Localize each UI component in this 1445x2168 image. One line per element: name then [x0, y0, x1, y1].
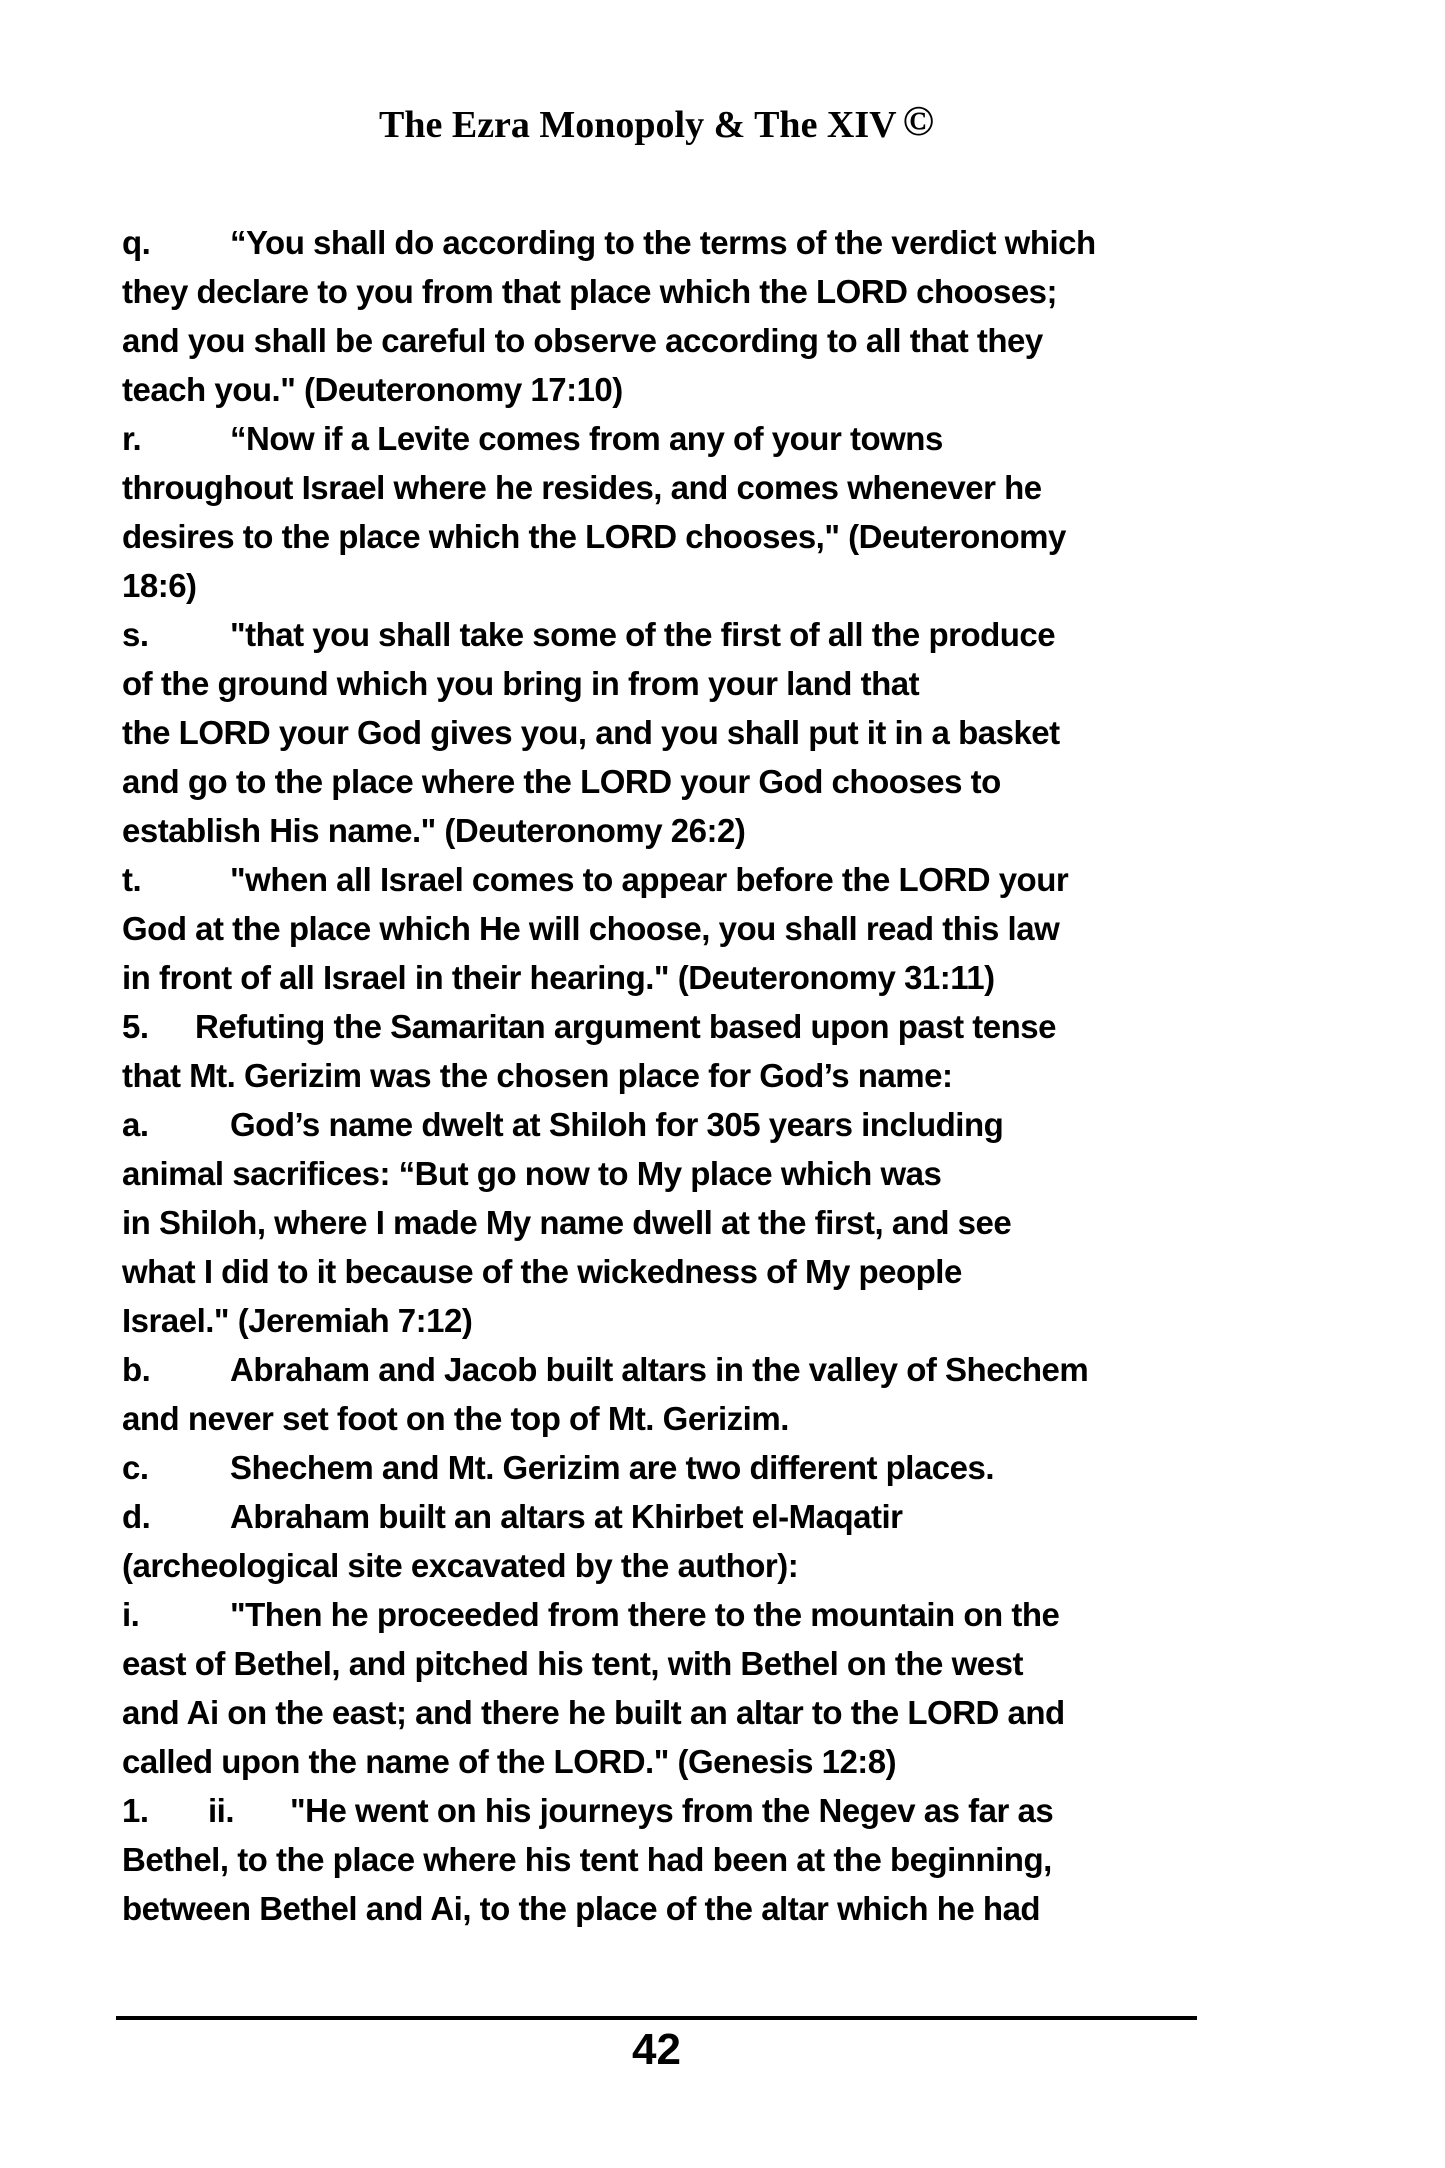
text-line-content: Abraham and Jacob built altars in the valley of Shechem	[230, 1351, 1089, 1388]
list-marker: a.	[122, 1106, 149, 1143]
text-line	[122, 267, 1242, 316]
list-marker: i.	[122, 1596, 140, 1633]
text-line	[122, 512, 1242, 561]
text-line-content: Israel." (Jeremiah 7:12)	[122, 1302, 473, 1339]
text-line	[122, 1002, 1242, 1051]
text-line-content: Bethel, to the place where his tent had been at the beginning,	[122, 1841, 1052, 1878]
text-line-content: 18:6)	[122, 567, 197, 604]
text-line	[122, 1590, 1242, 1639]
text-line	[122, 1443, 1242, 1492]
text-line-content: east of Bethel, and pitched his tent, with Bethel on the west	[122, 1645, 1023, 1682]
text-line-content: teach you." (Deuteronomy 17:10)	[122, 371, 623, 408]
text-line-content: (archeological site excavated by the author):	[122, 1547, 799, 1584]
text-line	[122, 414, 1242, 463]
text-line-content: and you shall be careful to observe according to all that they	[122, 322, 1043, 359]
text-line	[122, 1835, 1242, 1884]
text-line-content: the LORD your God gives you, and you shall put it in a basket	[122, 714, 1060, 751]
text-line	[122, 218, 1242, 267]
text-line-content: called upon the name of the LORD." (Genesis 12:8)	[122, 1743, 897, 1780]
text-line-content: "that you shall take some of the first of all the produce	[230, 616, 1056, 653]
text-line-content: “You shall do according to the terms of the verdict which	[230, 224, 1096, 261]
text-line-content: “Now if a Levite comes from any of your towns	[230, 420, 943, 457]
text-line-content: establish His name." (Deuteronomy 26:2)	[122, 812, 746, 849]
text-line	[122, 1737, 1242, 1786]
text-line-content: Abraham built an altars at Khirbet el-Maqatir	[230, 1498, 903, 1535]
text-line	[122, 561, 1242, 610]
page-number: 42	[632, 2025, 681, 2074]
text-line	[122, 1394, 1242, 1443]
list-marker: 5.	[122, 1008, 149, 1045]
text-line-content: in Shiloh, where I made My name dwell at the first, and see	[122, 1204, 1012, 1241]
text-line	[122, 1198, 1242, 1247]
text-line-content: "He went on his journeys from the Negev as far as	[290, 1792, 1054, 1829]
text-line	[122, 659, 1242, 708]
page-header-title-text: The Ezra Monopoly & The XIV	[379, 104, 897, 146]
text-line	[122, 1688, 1242, 1737]
text-line-content: and never set foot on the top of Mt. Gerizim.	[122, 1400, 789, 1437]
list-marker: r.	[122, 420, 142, 457]
text-line-content: what I did to it because of the wickedness of My people	[122, 1253, 962, 1290]
text-line-content: God’s name dwelt at Shiloh for 305 years including	[230, 1106, 1004, 1143]
text-line	[122, 1786, 1242, 1835]
text-line	[122, 1345, 1242, 1394]
text-line	[122, 1639, 1242, 1688]
list-marker: t.	[122, 861, 142, 898]
text-line-content: that Mt. Gerizim was the chosen place for God’s name:	[122, 1057, 953, 1094]
text-line-content: Shechem and Mt. Gerizim are two different places.	[230, 1449, 995, 1486]
text-line	[122, 708, 1242, 757]
body-text	[122, 218, 1242, 1933]
text-line-content: between Bethel and Ai, to the place of the altar which he had	[122, 1890, 1041, 1927]
text-line	[122, 757, 1242, 806]
copyright-symbol: ©	[902, 99, 934, 145]
list-marker: s.	[122, 616, 149, 653]
text-line-content: God at the place which He will choose, you shall read this law	[122, 910, 1060, 947]
text-line	[122, 463, 1242, 512]
list-marker: c.	[122, 1449, 149, 1486]
list-marker: d.	[122, 1498, 151, 1535]
text-line	[122, 365, 1242, 414]
text-line	[122, 1051, 1242, 1100]
text-line	[122, 855, 1242, 904]
text-line	[122, 1149, 1242, 1198]
text-line	[122, 1296, 1242, 1345]
text-line	[122, 1247, 1242, 1296]
text-line-content: throughout Israel where he resides, and comes whenever he	[122, 469, 1042, 506]
text-line	[122, 316, 1242, 365]
text-line	[122, 953, 1242, 1002]
list-marker: q.	[122, 224, 151, 261]
list-sub-marker: ii.	[208, 1792, 235, 1829]
text-line-content: and Ai on the east; and there he built an altar to the LORD and	[122, 1694, 1065, 1731]
text-line-content: "Then he proceeded from there to the mountain on the	[230, 1596, 1060, 1633]
text-line	[122, 1541, 1242, 1590]
text-line-content: of the ground which you bring in from your land that	[122, 665, 920, 702]
text-line-content: and go to the place where the LORD your God chooses to	[122, 763, 1001, 800]
text-line	[122, 1100, 1242, 1149]
footer-divider	[116, 2016, 1197, 2020]
text-line	[122, 610, 1242, 659]
list-marker: 1.	[122, 1792, 149, 1829]
text-line	[122, 1884, 1242, 1933]
page-header-title	[116, 100, 1197, 147]
text-line-content: they declare to you from that place which the LORD chooses;	[122, 273, 1058, 310]
text-line-content: Refuting the Samaritan argument based upon past tense	[195, 1008, 1056, 1045]
text-line	[122, 904, 1242, 953]
text-line-content: "when all Israel comes to appear before the LORD your	[230, 861, 1069, 898]
text-line	[122, 1492, 1242, 1541]
text-line-content: desires to the place which the LORD chooses," (Deuteronomy	[122, 518, 1066, 555]
list-marker: b.	[122, 1351, 151, 1388]
text-line-content: in front of all Israel in their hearing." (Deuteronomy 31:11)	[122, 959, 995, 996]
text-line-content: animal sacrifices: “But go now to My place which was	[122, 1155, 942, 1192]
text-line	[122, 806, 1242, 855]
